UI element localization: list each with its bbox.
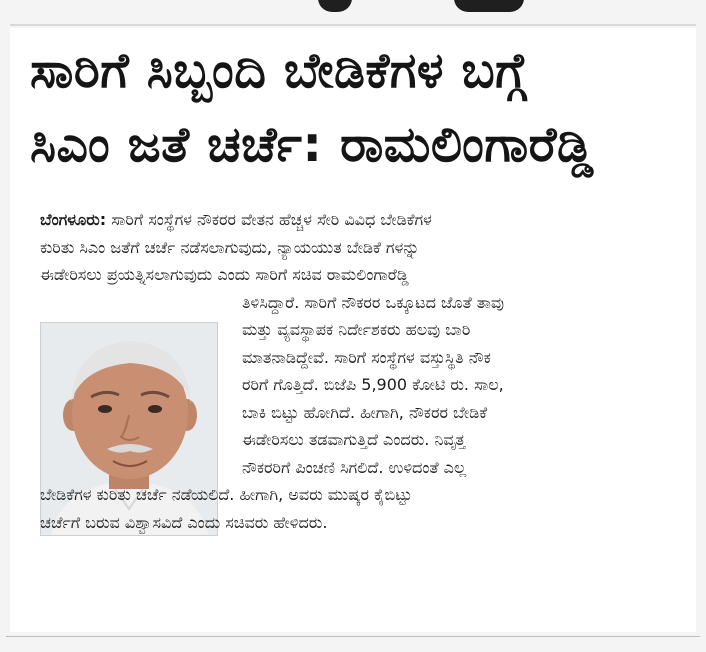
article-line: ರರಿಗೆ ಗೊತ್ತಿದೆ. ಬಿಜೆಪಿ 5,900 ಕೋಟಿ ರು. ಸಾಲ, [242,375,504,394]
headline-line-1: ಸಾರಿಗೆ ಸಿಬ್ಬಂದಿ ಬೇಡಿಕೆಗಳ ಬಗ್ಗೆ [30,42,527,99]
masthead-glyph-fragment [318,0,352,12]
article-line: ಬೇಡಿಕೆಗಳ ಕುರಿತು ಚರ್ಚೆ ನಡೆಯಲಿದೆ. ಹೀಗಾಗಿ, ಅವರು ಮುಷ್ಕರ ಕೈಬಿಟ್ಟು [40,485,412,504]
top-divider [10,24,696,26]
article-line: ತಿಳಿಸಿದ್ದಾರೆ. ಸಾರಿಗೆ ನೌಕರರ ಒಕ್ಕೂಟದ ಜೊತೆ ತಾವು [242,292,504,312]
masthead-fragment [0,0,706,22]
article-line: ಕುರಿತು ಸಿಎಂ ಜತೆಗೆ ಚರ್ಚೆ ನಡೆಸಲಾಗುವುದು, ನ್ಯಾಯಯುತ ಬೇಡಿಕೆ ಗಳನ್ನು [40,237,420,257]
article-line [40,206,690,234]
article-line: ಮತ್ತು ವ್ಯವಸ್ಥಾಪಕ ನಿರ್ದೇಶಕರು ಹಲವು ಬಾರಿ [242,320,471,339]
bottom-divider [6,636,700,637]
article-line: ಬಾಕಿ ಬಿಟ್ಟು ಹೋಗಿದೆ. ಹೀಗಾಗಿ, ನೌಕರರ ಬೇಡಿಕೆ [242,402,488,422]
article-line: ಈಡೇರಿಸಲು ಪ್ರಯತ್ನಿಸಲಾಗುವುದು ಎಂದು ಸಾರಿಗೆ ಸಚಿವ ರಾಮಲಿಂಗಾರೆಡ್ಡಿ [40,265,409,284]
article-line: ನೌಕರರಿಗೆ ಪಿಂಚಣಿ ಸಿಗಲಿದೆ. ಉಳಿದಂತೆ ಎಲ್ಲ [242,457,467,477]
article-body [40,206,690,536]
masthead-glyph-fragment [454,0,524,12]
article-line: ಈಡೇರಿಸಲು ತಡವಾಗುತ್ತಿದೆ ಎಂದರು. ನಿವೃತ್ತ [242,430,466,449]
headline-line-2: ಸಿಎಂ ಜತೆ ಚರ್ಚೆ: ರಾಮಲಿಂಗಾರೆಡ್ಡಿ [30,116,594,173]
dateline: ಬೆಂಗಳೂರು: [40,210,107,229]
article-line: ಮಾತನಾಡಿದ್ದೇವೆ. ಸಾರಿಗೆ ಸಂಸ್ಥೆಗಳ ವಸ್ತುಸ್ಥಿತಿ ನೌಕ [242,347,491,367]
headline [30,34,690,182]
article-line-text: ಸಾರಿಗೆ ಸಂಸ್ಥೆಗಳ ನೌಕರರ ವೇತನ ಹೆಚ್ಚಳ ಸೇರಿ ವಿವಿಧ ಬೇಡಿಕೆಗಳ [106,210,432,229]
article-line: ಚರ್ಚೆಗೆ ಬರುವ ವಿಶ್ವಾಸವಿದೆ ಎಂದು ಸಚಿವರು ಹೇಳಿದರು. [40,512,328,532]
